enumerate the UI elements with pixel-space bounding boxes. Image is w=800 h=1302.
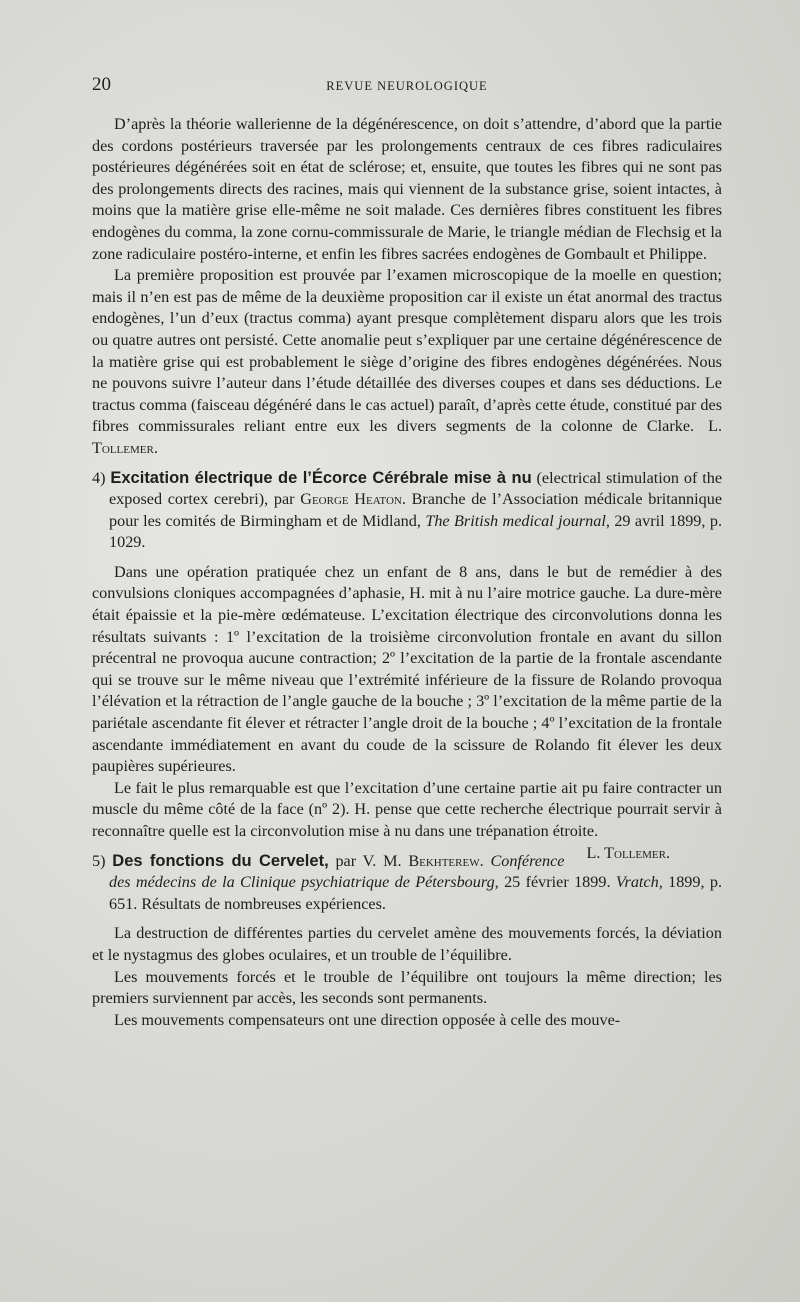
paragraph-text: Le fait le plus remarquable est que l’excitation d’une certaine partie ait pu faire contracter un muscle du même côté de la face (nº 2). H. pense que cette recherche électrique pourrait servir à reconnaître quelle est la circonvolution mise à nu dans une trépanation étroite. (92, 778, 722, 840)
page-number: 20 (92, 74, 111, 95)
paragraph: La destruction de différentes parties du cervelet amène des mouvements forcés, la déviation et le nystagmus des globes oculaires, et un trouble de l’équilibre. (92, 924, 722, 964)
paragraph (92, 265, 722, 459)
entry-author: George Heaton. (300, 490, 406, 509)
entry-date: 29 avril 1899, p. 1029. (109, 511, 722, 552)
entry-journal: The British medical journal, (425, 511, 610, 530)
entry-author: Bekhterew. (408, 851, 484, 870)
bibliographic-entry (92, 468, 722, 554)
author-signature: L. Tollemer. (586, 843, 670, 862)
entry-date: 25 février 1899. (504, 873, 611, 892)
entry-number: 4) (92, 468, 106, 487)
entry-details: 1899, p. 651. Résultats de nombreuses expériences. (109, 873, 722, 913)
entry-journal-2: Vratch, (615, 873, 663, 892)
entry-title: Excitation électrique de l’Écorce Cérébrale mise à nu (110, 468, 532, 487)
entry-by: par V. M. (335, 851, 402, 870)
entry-source: Branche de l’Association médicale britannique pour les comités de Birmingham et de Midland, (109, 490, 722, 530)
page-header (92, 74, 722, 98)
author-signature: L. Tollemer. (92, 417, 722, 457)
entry-subtitle: (electrical stimulation of the exposed cortex cerebri), par (109, 468, 722, 509)
paragraph: Les mouvements compensateurs ont une direction opposée à celle des mouve- (114, 1010, 621, 1029)
paragraph: D’après la théorie wallerienne de la dégénérescence, on doit s’attendre, d’abord que la partie des cordons postérieurs traversée par les prolongements centraux de ces fibres radiculaires postérieures dégénérées soit en état de sclérose; et, ensuite, que toutes les fibres qui ne sont pas des prolongements directs des racines, mais qui viennent de la substance grise, soient intactes, à moins que la matière grise elle-même ne soit malade. Ces dernières fibres constituent les fibres endogènes du comma, la zone cornu-commissurale de Marie, le triangle médian de Flechsig et la zone radiculaire postéro-interne, et enfin les fibres sacrées endogènes de Gombault et Philippe. (92, 115, 722, 263)
article-body (92, 114, 722, 1031)
entry-number: 5) (92, 851, 106, 870)
entry-journal: Conférence des médecins de la Clinique psychiatrique de Pétersbourg, (109, 851, 565, 892)
running-title: REVUE NEUROLOGIQUE (326, 79, 488, 93)
paragraph-text: La première proposition est prouvée par l’examen microscopique de la moelle en question; mais il n’en est pas de même de la deuxième proposition car il existe un état anormal des tractus endogènes, l’un d’eux (tractus comma) ayant presque complètement disparu alors que les trois ou quatre autres ont persisté. Cette anomalie peut s’expliquer par une certaine dégénérescence de la matière grise qui est probablement le siège d’origine des fibres endogènes dégénérées. Nous ne pouvons suivre l’auteur dans l’étude détaillée des diverses coupes et dans ses déductions. Le tractus comma (faisceau dégénéré dans le cas actuel) paraît, d’après cette étude, constitué par des fibres commissurales reliant entre eux les divers segments de la colonne de Clarke. (92, 266, 722, 436)
entry-title: Des fonctions du Cervelet, (112, 851, 329, 870)
paragraph: Les mouvements forcés et le trouble de l’équilibre ont toujours la même direction; les premiers surviennent par accès, les seconds sont permanents. (92, 967, 722, 1008)
paragraph: Dans une opération pratiquée chez un enfant de 8 ans, dans le but de remédier à des convulsions cloniques accompagnées d’aphasie, H. mit à nu l’aire motrice gauche. La dure-mère était épaissie et la pie-mère œdémateuse. L’excitation électrique des circonvolutions donna les résultats suivants : 1º l’excitation de la troisième circonvolution frontale en avant du sillon précentral ne provoqua aucune contraction; 2º l’excitation de la partie de la frontale ascendante qui se trouve sur le même niveau que l’extrémité inférieure de la fissure de Rolando provoqua l’élévation et la rétraction de l’angle gauche de la bouche ; 3º l’excitation de la même partie de la pariétale ascendante fit élever et rétracter l’angle droit de la bouche ; 4º l’excitation de la frontale ascendante immédiatement en avant du coude de la scissure de Rolando fit élever les deux paupières supérieures. (92, 562, 722, 776)
